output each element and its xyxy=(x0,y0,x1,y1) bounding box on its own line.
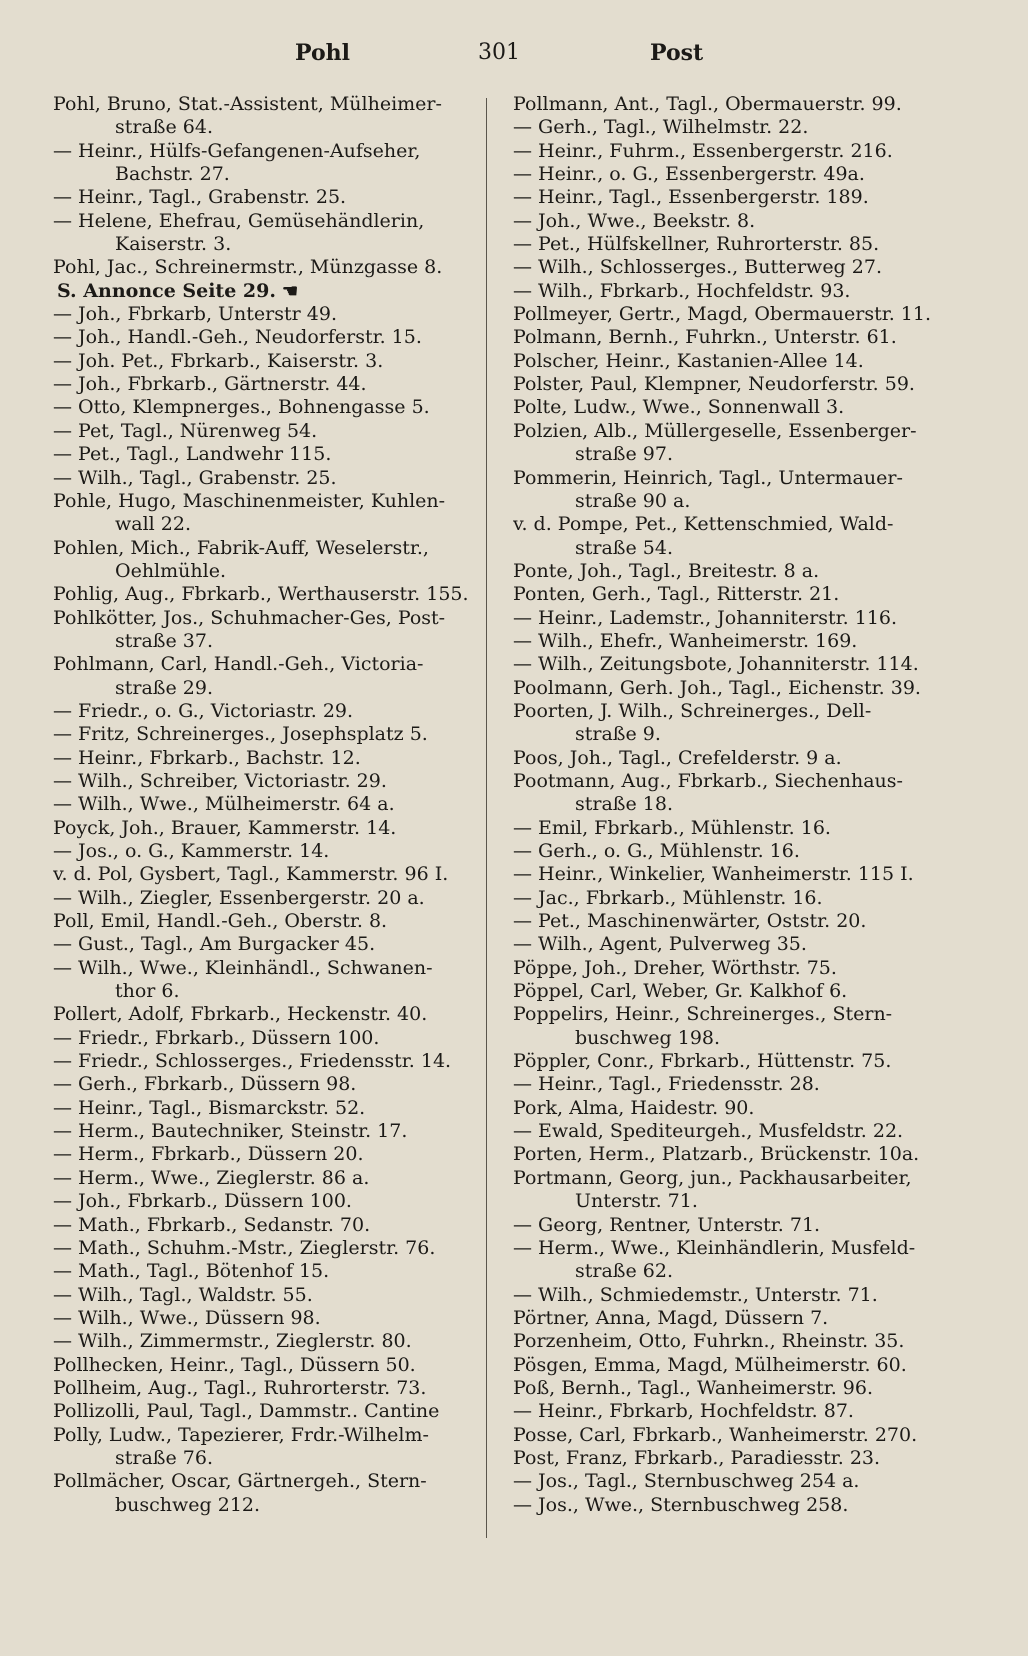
directory-entry: — Heinr., Tagl., Grabenstr. 25. xyxy=(53,186,347,209)
directory-entry: v. d. Pol, Gysbert, Tagl., Kammerstr. 96 I. xyxy=(53,863,449,886)
directory-entry: — Herm., Wwe., Kleinhändlerin, Musfeld- xyxy=(513,1236,916,1259)
directory-entry: — Joh., Fbrkarb., Gärtnerstr. 44. xyxy=(53,373,367,396)
directory-entry: — Joh., Wwe., Beekstr. 8. xyxy=(513,209,756,232)
directory-entry: — Wilh., Wwe., Kleinhändl., Schwanen- xyxy=(53,956,433,979)
directory-entry: Ponten, Gerh., Tagl., Ritterstr. 21. xyxy=(513,583,840,606)
directory-entry: Pohl, Bruno, Stat.-Assistent, Mülheimer- xyxy=(53,93,442,115)
left-column xyxy=(53,93,491,1517)
directory-entry: Polzien, Alb., Müllergeselle, Essenberger- xyxy=(513,419,917,442)
directory-entry: Pollizolli, Paul, Tagl., Dammstr.. Cantine xyxy=(53,1400,440,1423)
directory-entry: straße 18. xyxy=(575,793,673,816)
directory-entry: straße 64. xyxy=(115,116,213,139)
directory-entry: — Math., Tagl., Bötenhof 15. xyxy=(53,1260,330,1283)
directory-entry: — Wilh., Ziegler, Essenbergerstr. 20 a. xyxy=(53,886,425,909)
directory-entry: — Gerh., Fbrkarb., Düssern 98. xyxy=(53,1073,357,1096)
directory-entry: — Helene, Ehefrau, Gemüsehändlerin, xyxy=(53,209,425,232)
directory-entry: Pohl, Jac., Schreinermstr., Münzgasse 8. xyxy=(53,256,443,279)
directory-entry: — Wilh., Agent, Pulverweg 35. xyxy=(513,933,807,956)
directory-entry: — Wilh., Schmiedemstr., Unterstr. 71. xyxy=(513,1283,878,1306)
header-left-keyword: Pohl xyxy=(295,40,350,66)
directory-entry: Porten, Herm., Platzarb., Brückenstr. 10a. xyxy=(513,1143,920,1166)
directory-entry: — Friedr., o. G., Victoriastr. 29. xyxy=(53,699,354,722)
directory-entry: straße 54. xyxy=(575,536,673,559)
directory-entry: Post, Franz, Fbrkarb., Paradiesstr. 23. xyxy=(513,1446,881,1469)
directory-entry: Pohlen, Mich., Fabrik-Auff, Weselerstr., xyxy=(53,536,429,559)
directory-entry: — Emil, Fbrkarb., Mühlenstr. 16. xyxy=(513,816,831,839)
directory-entry: Bachstr. 27. xyxy=(115,163,230,186)
directory-entry: Pollmeyer, Gertr., Magd, Obermauerstr. 11. xyxy=(513,303,932,326)
directory-entry: — Math., Fbrkarb., Sedanstr. 70. xyxy=(53,1213,371,1236)
directory-entry: Pork, Alma, Haidestr. 90. xyxy=(513,1096,755,1119)
directory-entry: — Wilh., Tagl., Grabenstr. 25. xyxy=(53,466,337,489)
directory-entry: Pollmann, Ant., Tagl., Obermauerstr. 99. xyxy=(513,93,902,115)
directory-entry: Pöppe, Joh., Dreher, Wörthstr. 75. xyxy=(513,956,837,979)
directory-entry: Pollheim, Aug., Tagl., Ruhrorterstr. 73. xyxy=(53,1376,427,1399)
directory-entry: straße 97. xyxy=(575,443,673,466)
directory-entry: straße 76. xyxy=(115,1446,213,1469)
directory-entry: — Heinr., o. G., Essenbergerstr. 49a. xyxy=(513,163,865,186)
directory-entry: Pörtner, Anna, Magd, Düssern 7. xyxy=(513,1306,829,1329)
directory-entry: Pohlkötter, Jos., Schuhmacher-Ges, Post- xyxy=(53,606,446,629)
directory-entry: Polly, Ludw., Tapezierer, Frdr.-Wilhelm- xyxy=(53,1423,429,1446)
directory-entry: — Heinr., Fuhrm., Essenbergerstr. 216. xyxy=(513,139,893,162)
directory-entry: — Wilh., Ehefr., Wanheimerstr. 169. xyxy=(513,629,858,652)
directory-entry: — Heinr., Tagl., Friedensstr. 28. xyxy=(513,1073,820,1096)
directory-entry: Oehlmühle. xyxy=(115,559,226,582)
directory-entry: thor 6. xyxy=(115,980,180,1003)
pointing-hand-icon: ☚ xyxy=(281,280,299,302)
directory-entry: Pöppler, Conr., Fbrkarb., Hüttenstr. 75. xyxy=(513,1050,892,1073)
directory-entry: — Herm., Fbrkarb., Düssern 20. xyxy=(53,1143,364,1166)
directory-entry: Poppelirs, Heinr., Schreinerges., Stern- xyxy=(513,1003,893,1026)
directory-entry: — Wilh., Tagl., Waldstr. 55. xyxy=(53,1283,313,1306)
directory-entry: — Fritz, Schreinerges., Josephsplatz 5. xyxy=(53,723,428,746)
directory-entry: Kaiserstr. 3. xyxy=(115,233,232,256)
directory-entry: — Joh., Fbrkarb., Düssern 100. xyxy=(53,1190,352,1213)
directory-entry: Pöppel, Carl, Weber, Gr. Kalkhof 6. xyxy=(513,980,848,1003)
directory-entry: — Heinr., Lademstr., Johanniterstr. 116. xyxy=(513,606,898,629)
page-number: 301 xyxy=(478,40,520,65)
directory-entry: wall 22. xyxy=(115,513,191,536)
directory-entry: Poos, Joh., Tagl., Crefelderstr. 9 a. xyxy=(513,746,842,769)
right-column xyxy=(513,93,953,1517)
directory-entry: — Heinr., Tagl., Essenbergerstr. 189. xyxy=(513,186,869,209)
directory-entry: — Wilh., Schreiber, Victoriastr. 29. xyxy=(53,769,387,792)
directory-entry: — Joh., Handl.-Geh., Neudorferstr. 15. xyxy=(53,326,422,349)
page-header xyxy=(50,40,980,80)
directory-entry: Pohle, Hugo, Maschinenmeister, Kuhlen- xyxy=(53,489,446,512)
directory-entry: — Friedr., Fbrkarb., Düssern 100. xyxy=(53,1026,380,1049)
directory-entry: — Pet., Maschinenwärter, Oststr. 20. xyxy=(513,910,867,933)
directory-entry: — Wilh., Fbrkarb., Hochfeldstr. 93. xyxy=(513,279,851,302)
directory-entry: — Wilh., Zeitungsbote, Johanniterstr. 114. xyxy=(513,653,919,676)
directory-entry: — Heinr., Fbrkarb, Hochfeldstr. 87. xyxy=(513,1400,854,1423)
directory-entry: — Gust., Tagl., Am Burgacker 45. xyxy=(53,933,376,956)
directory-entry: — Pet., Tagl., Landwehr 115. xyxy=(53,443,332,466)
directory-entry: Pohlmann, Carl, Handl.-Geh., Victoria- xyxy=(53,653,424,676)
directory-entry: Polster, Paul, Klempner, Neudorferstr. 59. xyxy=(513,373,915,396)
directory-entry: Pollert, Adolf, Fbrkarb., Heckenstr. 40. xyxy=(53,1003,428,1026)
directory-entry: Polscher, Heinr., Kastanien-Allee 14. xyxy=(513,349,864,372)
directory-entry: Posse, Carl, Fbrkarb., Wanheimerstr. 270. xyxy=(513,1423,918,1446)
header-right-keyword: Post xyxy=(650,40,704,66)
directory-entry: straße 29. xyxy=(115,676,213,699)
directory-entry: — Georg, Rentner, Unterstr. 71. xyxy=(513,1213,821,1236)
directory-entry: Polmann, Bernh., Fuhrkn., Unterstr. 61. xyxy=(513,326,897,349)
directory-entry: — Heinr., Fbrkarb., Bachstr. 12. xyxy=(53,746,361,769)
directory-entry: — Herm., Bautechniker, Steinstr. 17. xyxy=(53,1120,408,1143)
directory-entry: Pösgen, Emma, Magd, Mülheimerstr. 60. xyxy=(513,1353,907,1376)
directory-entry: straße 90 a. xyxy=(575,489,691,512)
directory-entry: Pollmächer, Oscar, Gärtnergeh., Stern- xyxy=(53,1470,427,1493)
directory-entry: — Jos., Wwe., Sternbuschweg 258. xyxy=(513,1493,849,1516)
directory-entry: — Pet, Tagl., Nürenweg 54. xyxy=(53,419,318,442)
directory-entry: Portmann, Georg, jun., Packhausarbeiter, xyxy=(513,1166,912,1189)
directory-entry: buschweg 212. xyxy=(115,1493,261,1516)
directory-entry: — Wilh., Wwe., Düssern 98. xyxy=(53,1306,321,1329)
directory-entry: Ponte, Joh., Tagl., Breitestr. 8 a. xyxy=(513,559,820,582)
directory-entry: — Herm., Wwe., Zieglerstr. 86 a. xyxy=(53,1166,370,1189)
directory-entry: straße 37. xyxy=(115,629,213,652)
directory-entry: — Jac., Fbrkarb., Mühlenstr. 16. xyxy=(513,886,823,909)
directory-entry: — Heinr., Tagl., Bismarckstr. 52. xyxy=(53,1096,366,1119)
directory-entry: — Ewald, Spediteurgeh., Musfeldstr. 22. xyxy=(513,1120,904,1143)
directory-entry: — Pet., Hülfskellner, Ruhrorterstr. 85. xyxy=(513,233,880,256)
directory-entry: — Wilh., Schlosserges., Butterweg 27. xyxy=(513,256,882,279)
directory-entry: straße 62. xyxy=(575,1260,673,1283)
directory-entry: Poll, Emil, Handl.-Geh., Oberstr. 8. xyxy=(53,910,388,933)
directory-entry: Poorten, J. Wilh., Schreinerges., Dell- xyxy=(513,699,872,722)
directory-entry: — Jos., o. G., Kammerstr. 14. xyxy=(53,840,330,862)
directory-entry: v. d. Pompe, Pet., Kettenschmied, Wald- xyxy=(513,513,894,536)
directory-entry: S. Annonce Seite 29. ☚ xyxy=(57,279,299,302)
directory-entry: — Math., Schuhm.-Mstr., Zieglerstr. 76. xyxy=(53,1236,436,1259)
directory-entry: Pollhecken, Heinr., Tagl., Düssern 50. xyxy=(53,1353,416,1376)
column-divider xyxy=(486,98,487,1538)
directory-entry: Pohlig, Aug., Fbrkarb., Werthauserstr. 155. xyxy=(53,583,469,606)
directory-entry: Poolmann, Gerh. Joh., Tagl., Eichenstr. 39. xyxy=(513,676,921,699)
directory-entry: — Wilh., Wwe., Mülheimerstr. 64 a. xyxy=(53,793,395,816)
directory-entry: Pommerin, Heinrich, Tagl., Untermauer- xyxy=(513,466,903,489)
directory-entry: — Joh., Fbrkarb, Unterstr 49. xyxy=(53,303,337,326)
directory-entry: — Otto, Klempnerges., Bohnengasse 5. xyxy=(53,396,430,419)
directory-entry: — Jos., Tagl., Sternbuschweg 254 a. xyxy=(513,1470,860,1493)
directory-entry: Polte, Ludw., Wwe., Sonnenwall 3. xyxy=(513,396,845,419)
directory-entry: — Gerh., o. G., Mühlenstr. 16. xyxy=(513,840,800,862)
directory-entry: Poß, Bernh., Tagl., Wanheimerstr. 96. xyxy=(513,1376,874,1399)
directory-entry: Porzenheim, Otto, Fuhrkn., Rheinstr. 35. xyxy=(513,1330,905,1353)
directory-entry: Pootmann, Aug., Fbrkarb., Siechenhaus- xyxy=(513,769,903,792)
directory-entry: — Heinr., Hülfs-Gefangenen-Aufseher, xyxy=(53,139,421,162)
directory-entry: — Heinr., Winkelier, Wanheimerstr. 115 I. xyxy=(513,863,914,886)
directory-entry: Poyck, Joh., Brauer, Kammerstr. 14. xyxy=(53,816,397,839)
directory-entry: Unterstr. 71. xyxy=(575,1190,698,1213)
directory-entry: buschweg 198. xyxy=(575,1026,721,1049)
directory-entry: straße 9. xyxy=(575,723,661,746)
directory-entry: — Friedr., Schlosserges., Friedensstr. 14. xyxy=(53,1050,452,1073)
directory-entry: — Joh. Pet., Fbrkarb., Kaiserstr. 3. xyxy=(53,349,384,372)
directory-entry: — Wilh., Zimmermstr., Zieglerstr. 80. xyxy=(53,1330,412,1353)
directory-entry: — Gerh., Tagl., Wilhelmstr. 22. xyxy=(513,116,809,139)
